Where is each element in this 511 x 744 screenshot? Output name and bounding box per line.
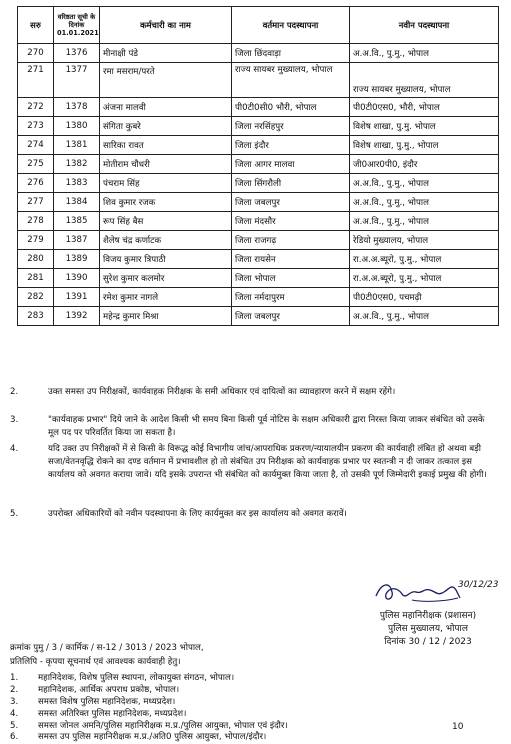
cell-serial: 273 [18, 117, 54, 136]
cell-current: जिला भोपाल [232, 269, 350, 288]
paragraph-2 [10, 386, 498, 399]
cell-new: जी0आर0पी0, इंदौर [350, 155, 499, 174]
table-row [18, 136, 499, 155]
paragraph-4 [10, 443, 498, 482]
paragraph-3 [10, 414, 498, 440]
cell-serial: 275 [18, 155, 54, 174]
page-number: 10 [452, 722, 464, 732]
paragraph-number: 3. [10, 415, 19, 425]
cell-name: रूप सिंह बैस [100, 212, 232, 231]
cell-new: रा.अ.अ.ब्यूरो, पु.मु., भोपाल [350, 269, 499, 288]
table-row [18, 307, 499, 326]
table-row [18, 63, 499, 98]
cell-serial: 277 [18, 193, 54, 212]
paragraph-number: 4. [10, 444, 19, 454]
cell-gradation: 1377 [54, 63, 100, 98]
cell-gradation: 1385 [54, 212, 100, 231]
cell-new: अ.अ.वि., पु.मु., भोपाल [350, 307, 499, 326]
cell-serial: 281 [18, 269, 54, 288]
cell-gradation: 1384 [54, 193, 100, 212]
cell-name: शैलेष चंद्र कर्णाटक [100, 231, 232, 250]
paragraph-text: उपरोक्त अधिकारियों को नवीन पदस्थापना के लिए कार्यमुक्त कर इस कार्यालय को अवगत करावें। [48, 509, 347, 519]
cell-serial: 272 [18, 98, 54, 117]
cell-serial: 282 [18, 288, 54, 307]
list-item: 6. समस्त उप पुलिस महानिरीक्षक म.प्र./अति0 पुलिस आयुक्त, भोपाल/इंदौर। [10, 732, 267, 742]
cell-name: सुरेश कुमार कलमोर [100, 269, 232, 288]
table-row [18, 212, 499, 231]
cell-gradation: 1390 [54, 269, 100, 288]
cell-name: अंजना मालवी [100, 98, 232, 117]
table-row [18, 250, 499, 269]
table-row [18, 193, 499, 212]
list-item: 3. समस्त विशेष पुलिस महानिदेशक, मध्यप्रदेश। [10, 697, 176, 707]
cell-gradation: 1382 [54, 155, 100, 174]
paragraph-number: 5. [10, 509, 19, 519]
paragraph-number: 2. [10, 387, 19, 397]
table-row [18, 44, 499, 63]
cell-current: जिला जबलपुर [232, 307, 350, 326]
header-new-posting: नवीन पदस्थापना [350, 7, 499, 44]
cell-serial: 276 [18, 174, 54, 193]
cell-serial: 274 [18, 136, 54, 155]
cell-current: पी0टी0सी0 भौरी, भोपाल [232, 98, 350, 117]
paragraph-text: "कार्यवाहक प्रभार" दिये जाने के आदेश किसी भी समय बिना किसी पूर्व नोटिस के सक्षम अधिकारी द्वारा निरस्त किया जाकर संबंधित को उसके मूल पद पर परिवर्तित किया जा सकता है। [48, 415, 485, 438]
cell-name: सारिका रावत [100, 136, 232, 155]
table-row [18, 98, 499, 117]
cell-name: मोतीराम चौधरी [100, 155, 232, 174]
cell-name: मीनाक्षी पंडे [100, 44, 232, 63]
cell-current: जिला नर्मदापुरम [232, 288, 350, 307]
cell-new: अ.अ.वि., पु.मु., भोपाल [350, 44, 499, 63]
cell-serial: 270 [18, 44, 54, 63]
cell-name: महेन्द्र कुमार मिश्रा [100, 307, 232, 326]
cell-gradation: 1387 [54, 231, 100, 250]
order-number: क्रमांक पुमु / 3 / कार्मिक / स-12 / 3013 / 2023 भोपाल, [10, 643, 204, 653]
cell-current: जिला सिंगरौली [232, 174, 350, 193]
table-row [18, 155, 499, 174]
cell-current: जिला आगर मालवा [232, 155, 350, 174]
cell-gradation: 1380 [54, 117, 100, 136]
copy-to-line: प्रतिलिपि - कृपया सूचनार्थ एवं आवश्यक कार्यवाही हेतु। [10, 657, 181, 667]
paragraph-text: यदि उक्त उप निरीक्षकों में से किसी के विरूद्ध कोई विभागीय जांच/आपराधिक प्रकरण/न्यायालयीन प्रकरण की कार्यवाही लंबित हो अथवा बड़ी सजा/वेतनवृद्धि रोकने का दण्ड वर्तमान में प्रभावशील हो तो संबंधित उप निरीक्षक को कार्यवाहक प्रभार पर स्वतन्त्री न दी जाकर तत्काल इस कार्यालय को अवगत कराया जावे। यदि इसके उपरान्त भी संबंधित को कार्यमुक्त किया जाता है, तो उसकी पूर्ण जिम्मेदारी इकाई प्रमुख की होगी। [48, 444, 487, 480]
list-item: 2. महानिदेशक, आर्थिक अपराध प्रकोष्ठ, भोपाल। [10, 685, 180, 695]
cell-name: शिव कुमार रजक [100, 193, 232, 212]
paragraph-text: उक्त समस्त उप निरीक्षकों, कार्यवाहक निरीक्षक के समी अधिकार एवं दायित्वों का व्यावहारण करने में सक्षम रहेंगे। [48, 387, 396, 397]
cell-new: विशेष शाखा, पु.मु. भोपाल [350, 117, 499, 136]
list-item: 4. समस्त अतिरिक्त पुलिस महानिदेशक, मध्यप्रदेश। [10, 709, 187, 719]
signature-date: 30/12/23 [458, 580, 499, 590]
header-name: कर्मचारी का नाम [100, 7, 232, 44]
cell-current: जिला इंदौर [232, 136, 350, 155]
table-row [18, 117, 499, 136]
cell-gradation: 1378 [54, 98, 100, 117]
cell-new: अ.अ.वि., पु.मु., भोपाल [350, 174, 499, 193]
cell-gradation: 1389 [54, 250, 100, 269]
cell-current: जिला छिंदवाड़ा [232, 44, 350, 63]
cell-new: अ.अ.वि., पु.मु., भोपाल [350, 193, 499, 212]
cell-serial: 283 [18, 307, 54, 326]
cell-gradation: 1392 [54, 307, 100, 326]
cell-gradation: 1381 [54, 136, 100, 155]
cell-new: रेडियो मुख्यालय, भोपाल [350, 231, 499, 250]
cell-current: जिला रायसेन [232, 250, 350, 269]
table-row [18, 174, 499, 193]
cell-serial: 278 [18, 212, 54, 231]
cell-new: राज्य सायबर मुख्यालय, भोपाल [350, 63, 499, 98]
cell-current: जिला राजगढ़ [232, 231, 350, 250]
cell-current: जिला जबलपुर [232, 193, 350, 212]
header-serial: सरु [18, 7, 54, 44]
cell-serial: 279 [18, 231, 54, 250]
cell-new: विशेष शाखा, पु.मु., भोपाल [350, 136, 499, 155]
list-item: 1. महानिदेशक, विशेष पुलिस स्थापना, लोकायुक्त संगठन, भोपाल। [10, 673, 235, 683]
table-row [18, 231, 499, 250]
table-row [18, 269, 499, 288]
cell-new: अ.अ.वि., पु.मु., भोपाल [350, 212, 499, 231]
officer-date: दिनांक 30 / 12 / 2023 [384, 637, 472, 647]
cell-new: रा.अ.अ.ब्यूरो, पु.मु., भोपाल [350, 250, 499, 269]
cell-name: पंचराम सिंह [100, 174, 232, 193]
officer-office: पुलिस मुख्यालय, भोपाल [388, 624, 468, 634]
paragraph-5 [10, 508, 498, 521]
cell-new: पी0टी0एस0, पचमढ़ी [350, 288, 499, 307]
officer-title: पुलिस महानिरीक्षक (प्रशासन) [379, 611, 477, 621]
cell-serial: 271 [18, 63, 54, 98]
cell-serial: 280 [18, 250, 54, 269]
cell-current: राज्य सायबर मुख्यालय, भोपाल [232, 63, 350, 98]
cell-name: विजय कुमार त्रिपाठी [100, 250, 232, 269]
cell-gradation: 1376 [54, 44, 100, 63]
cell-name: रमा मसराम/परते [100, 63, 232, 98]
header-current-posting: वर्तमान पदस्थापना [232, 7, 350, 44]
posting-table [17, 6, 499, 326]
cell-current: जिला मंदसौर [232, 212, 350, 231]
cell-gradation: 1383 [54, 174, 100, 193]
cell-current: जिला नरसिंहपुर [232, 117, 350, 136]
cell-gradation: 1391 [54, 288, 100, 307]
list-item: 5. समस्त जोनल अमनि/पुलिस महानिरीक्षक म.प्र./पुलिस आयुक्त, भोपाल एवं इंदौर। [10, 721, 288, 731]
header-gradation: वरिष्ठता सूची के दिनांक 01.01.2021 [54, 7, 100, 44]
cell-new: पी0टी0एस0, भौरी, भोपाल [350, 98, 499, 117]
table-row [18, 288, 499, 307]
cell-name: रमेश कुमार नागले [100, 288, 232, 307]
table-header-row [18, 7, 499, 44]
cell-name: संगिता कुबरे [100, 117, 232, 136]
